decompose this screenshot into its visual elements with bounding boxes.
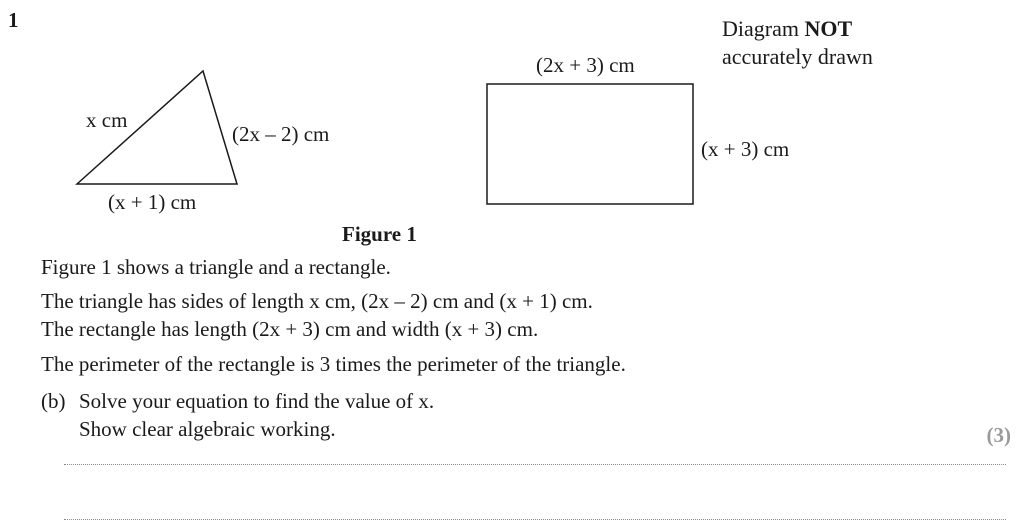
question-number: 1 bbox=[8, 8, 19, 32]
paragraph-intro: Figure 1 shows a triangle and a rectangle. bbox=[41, 255, 391, 279]
diagram-note-not: NOT bbox=[804, 16, 853, 41]
paragraph-triangle: The triangle has sides of length x cm, (2x – 2) cm and (x + 1) cm. bbox=[41, 289, 593, 313]
part-b-working-instruction: Show clear algebraic working. bbox=[79, 417, 336, 441]
figure-caption: Figure 1 bbox=[342, 222, 417, 246]
part-b-label: (b) bbox=[41, 389, 66, 413]
marks-badge: (3) bbox=[986, 423, 1011, 447]
answer-line[interactable] bbox=[64, 464, 1006, 465]
paragraph-rectangle: The rectangle has length (2x + 3) cm and width (x + 3) cm. bbox=[41, 317, 539, 341]
diagram-note-line2: accurately drawn bbox=[722, 44, 873, 69]
triangle-right-side-label: (2x – 2) cm bbox=[232, 122, 330, 146]
rectangle-length-label: (2x + 3) cm bbox=[536, 53, 635, 77]
answer-line[interactable] bbox=[64, 519, 1006, 520]
paragraph-perimeter: The perimeter of the rectangle is 3 times the perimeter of the triangle. bbox=[41, 352, 626, 376]
diagram-note-prefix: Diagram bbox=[722, 16, 805, 41]
rectangle-shape bbox=[487, 84, 693, 204]
triangle-left-side-label: x cm bbox=[86, 108, 128, 132]
part-b-instruction: Solve your equation to find the value of x. bbox=[79, 389, 435, 413]
triangle-bottom-side-label: (x + 1) cm bbox=[108, 190, 197, 214]
rectangle-width-label: (x + 3) cm bbox=[701, 137, 790, 161]
